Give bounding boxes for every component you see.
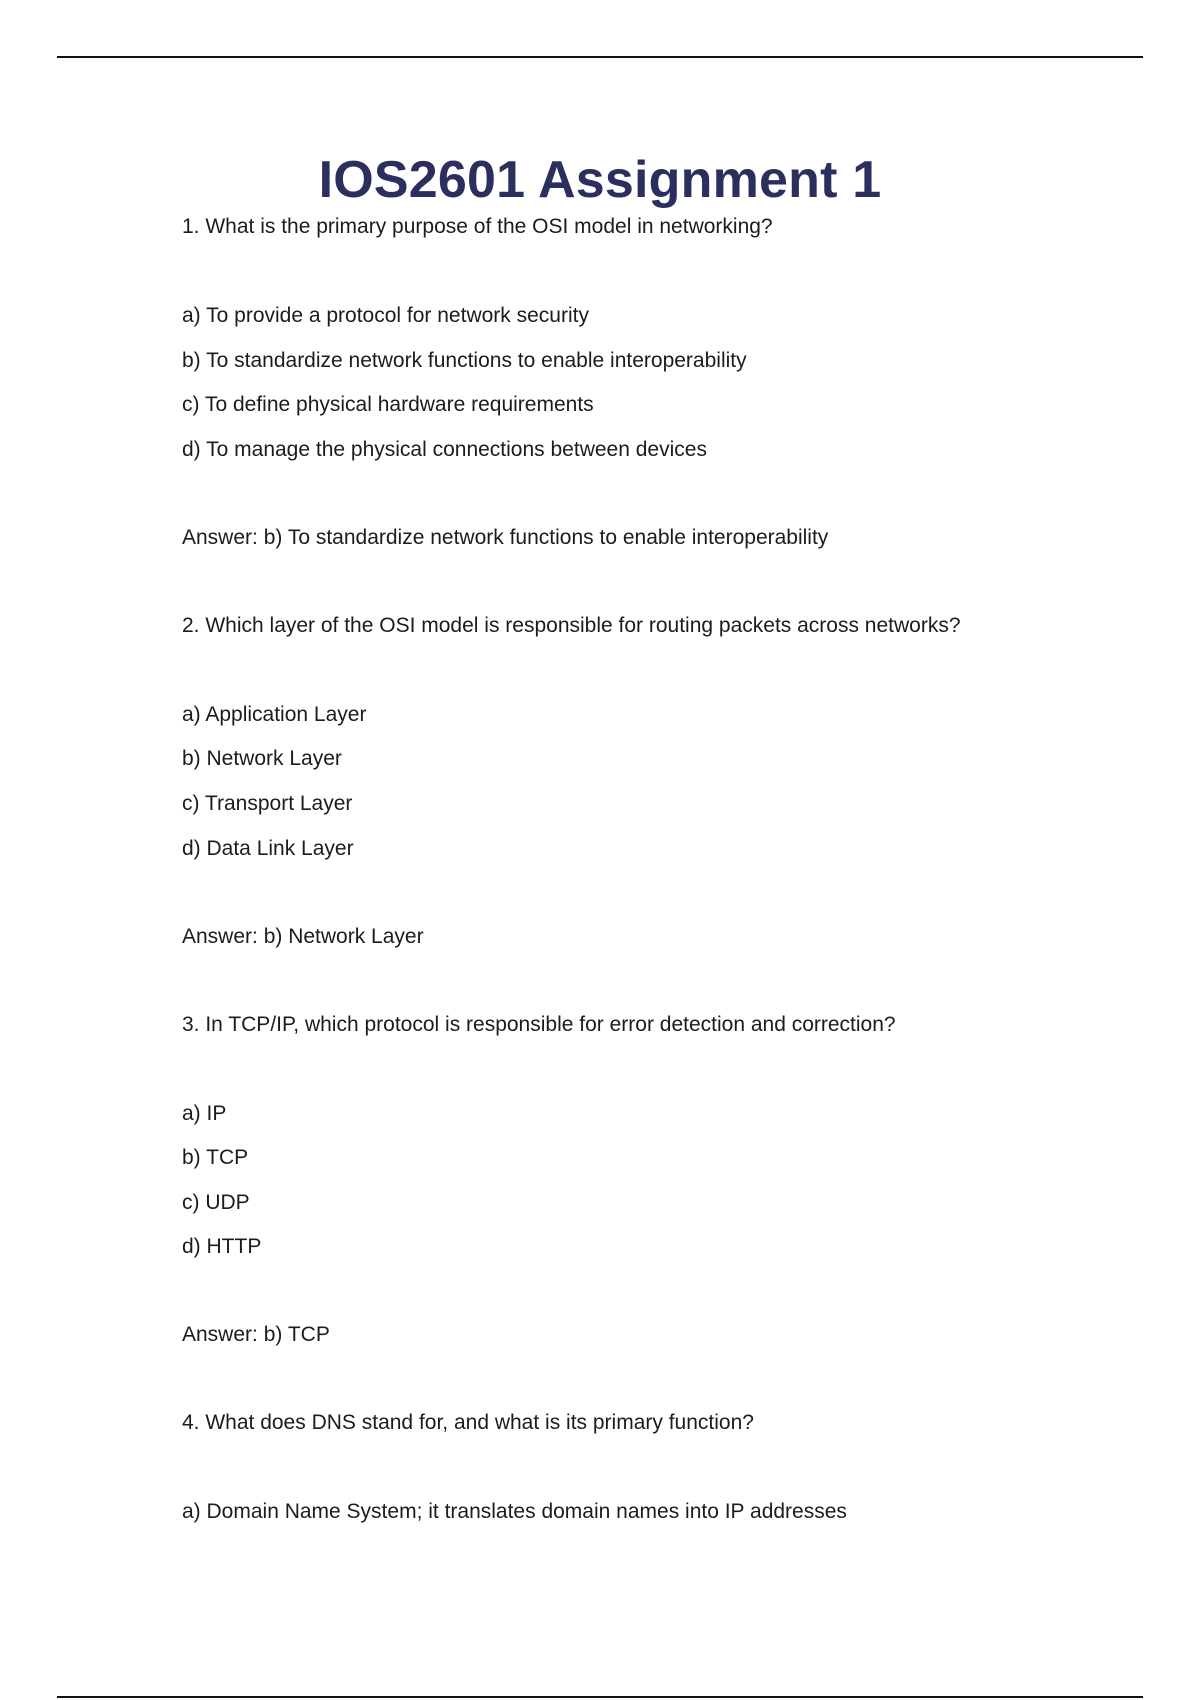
question-3-option-b: b) TCP: [182, 1146, 249, 1170]
question-1-option-d: d) To manage the physical connections between devices: [182, 437, 707, 461]
question-3-option-c: c) UDP: [182, 1190, 250, 1214]
question-3-option-a: a) IP: [182, 1101, 227, 1125]
question-2-answer: Answer: b) Network Layer: [182, 924, 424, 948]
question-4-text: 4. What does DNS stand for, and what is its primary function?: [182, 1411, 754, 1435]
question-2-option-d: d) Data Link Layer: [182, 836, 354, 860]
question-1-option-c: c) To define physical hardware requirements: [182, 393, 594, 417]
question-3-text: 3. In TCP/IP, which protocol is responsible for error detection and correction?: [182, 1012, 896, 1036]
header-rule: [57, 56, 1143, 58]
question-3-answer: Answer: b) TCP: [182, 1323, 330, 1347]
footer-rule: [57, 1696, 1143, 1698]
question-2-option-c: c) Transport Layer: [182, 791, 353, 815]
question-1-text: 1. What is the primary purpose of the OSI model in networking?: [182, 215, 773, 238]
question-2-option-a: a) Application Layer: [182, 702, 367, 726]
question-1-answer: Answer: b) To standardize network functions to enable interoperability: [182, 525, 829, 549]
question-4-option-a: a) Domain Name System; it translates domain names into IP addresses: [182, 1500, 847, 1524]
question-1-option-a: a) To provide a protocol for network security: [182, 304, 589, 327]
question-list: [182, 212, 1082, 1527]
question-2-option-b: b) Network Layer: [182, 747, 342, 771]
question-3-option-d: d) HTTP: [182, 1235, 262, 1259]
document-title: IOS2601 Assignment 1: [318, 151, 882, 209]
question-1-option-b: b) To standardize network functions to enable interoperability: [182, 348, 747, 372]
question-2-text: 2. Which layer of the OSI model is responsible for routing packets across networks?: [182, 613, 961, 637]
